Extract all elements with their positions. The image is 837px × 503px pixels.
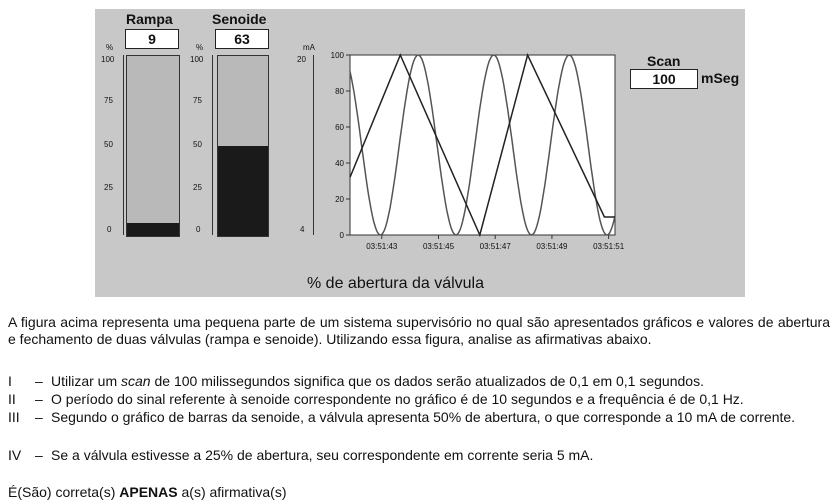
- y-tick-label: 60: [335, 123, 344, 132]
- x-tick-label: 03:51:49: [536, 242, 568, 251]
- rampa-tick-100: 100: [101, 55, 115, 64]
- senoide-bar-fill: [218, 146, 268, 236]
- senoide-scale: [208, 55, 213, 235]
- ma-tick-4: 4: [300, 225, 305, 234]
- statement-number: III: [8, 409, 20, 425]
- senoide-tick-75: 75: [193, 96, 202, 105]
- intro-paragraph: A figura acima representa uma pequena parte de um sistema supervisório no qual são apresentados gráficos e valores de abertura e fechamento de duas válvulas (rampa e senoide). Utilizando essa figura, analise as afirmativas abaixo.: [8, 314, 830, 347]
- scan-value-display: 100: [630, 69, 698, 89]
- statement-iii: [8, 409, 830, 443]
- rampa-scale: [119, 55, 124, 235]
- x-tick-label: 03:51:45: [422, 242, 455, 251]
- scan-unit: mSeg: [701, 70, 740, 86]
- senoide-tick-0: 0: [196, 225, 201, 234]
- ma-unit: mA: [303, 43, 315, 52]
- rampa-percent-unit: %: [106, 43, 114, 52]
- y-tick-label: 80: [335, 87, 344, 96]
- statement-dash: –: [35, 409, 43, 425]
- statement-text: Segundo o gráfico de barras da senoide, a válvula apresenta 50% de abertura, o que corresponde a 10 mA de corrente.: [51, 409, 796, 425]
- statement-ii: [8, 391, 830, 408]
- rampa-tick-25: 25: [104, 183, 113, 192]
- rampa-label: Rampa: [126, 11, 173, 27]
- x-tick-label: 03:51:47: [479, 242, 511, 251]
- y-tick-label: 20: [335, 195, 344, 204]
- y-tick-label: 0: [339, 231, 344, 240]
- senoide-value-display: 63: [215, 29, 269, 49]
- statement-number: I: [8, 373, 12, 389]
- supervisory-panel: [95, 9, 745, 297]
- statement-text: Utilizar um scan de 100 milissegundos significa que os dados serão atualizados de 0,1 em 0,1 segundos.: [51, 373, 704, 389]
- statement-text: Se a válvula estivesse a 25% de abertura, seu correspondente em corrente seria 5 mA.: [51, 447, 594, 463]
- chart-caption: % de abertura da válvula: [307, 275, 484, 292]
- statement-dash: –: [35, 373, 43, 389]
- y-tick-label: 40: [335, 159, 344, 168]
- statement-number: II: [8, 391, 16, 407]
- scan-label: Scan: [647, 53, 681, 69]
- statement-number: IV: [8, 447, 22, 463]
- senoide-bar: [217, 55, 269, 237]
- x-tick-label: 03:51:51: [593, 242, 625, 251]
- rampa-bar-fill: [127, 223, 179, 236]
- rampa-tick-50: 50: [104, 140, 113, 149]
- scan-emphasis: scan: [121, 373, 151, 389]
- valve-line-chart: [320, 47, 630, 267]
- y-tick-label: 100: [330, 51, 344, 60]
- question-intro: [8, 314, 830, 348]
- prompt-emphasis: APENAS: [119, 484, 178, 500]
- statement-iv: [8, 447, 830, 464]
- rampa-value-display: 9: [125, 29, 179, 49]
- statement-text: O período do sinal referente à senoide correspondente no gráfico é de 10 segundos e a frequência é de 0,1 Hz.: [51, 391, 744, 407]
- rampa-bar: [126, 55, 180, 237]
- rampa-tick-75: 75: [104, 96, 113, 105]
- statement-dash: –: [35, 391, 43, 407]
- senoide-percent-unit: %: [196, 43, 204, 52]
- senoide-tick-100: 100: [190, 55, 204, 64]
- statement-dash: –: [35, 447, 43, 463]
- senoide-label: Senoide: [212, 11, 267, 27]
- statement-i: [8, 373, 830, 390]
- x-tick-label: 03:51:43: [366, 242, 398, 251]
- ma-tick-20: 20: [297, 55, 306, 64]
- question-prompt: É(São) correta(s) APENAS a(s) afirmativa(s): [8, 484, 287, 500]
- rampa-tick-0: 0: [107, 225, 112, 234]
- senoide-tick-50: 50: [193, 140, 202, 149]
- ma-scale: [309, 55, 314, 235]
- senoide-tick-25: 25: [193, 183, 202, 192]
